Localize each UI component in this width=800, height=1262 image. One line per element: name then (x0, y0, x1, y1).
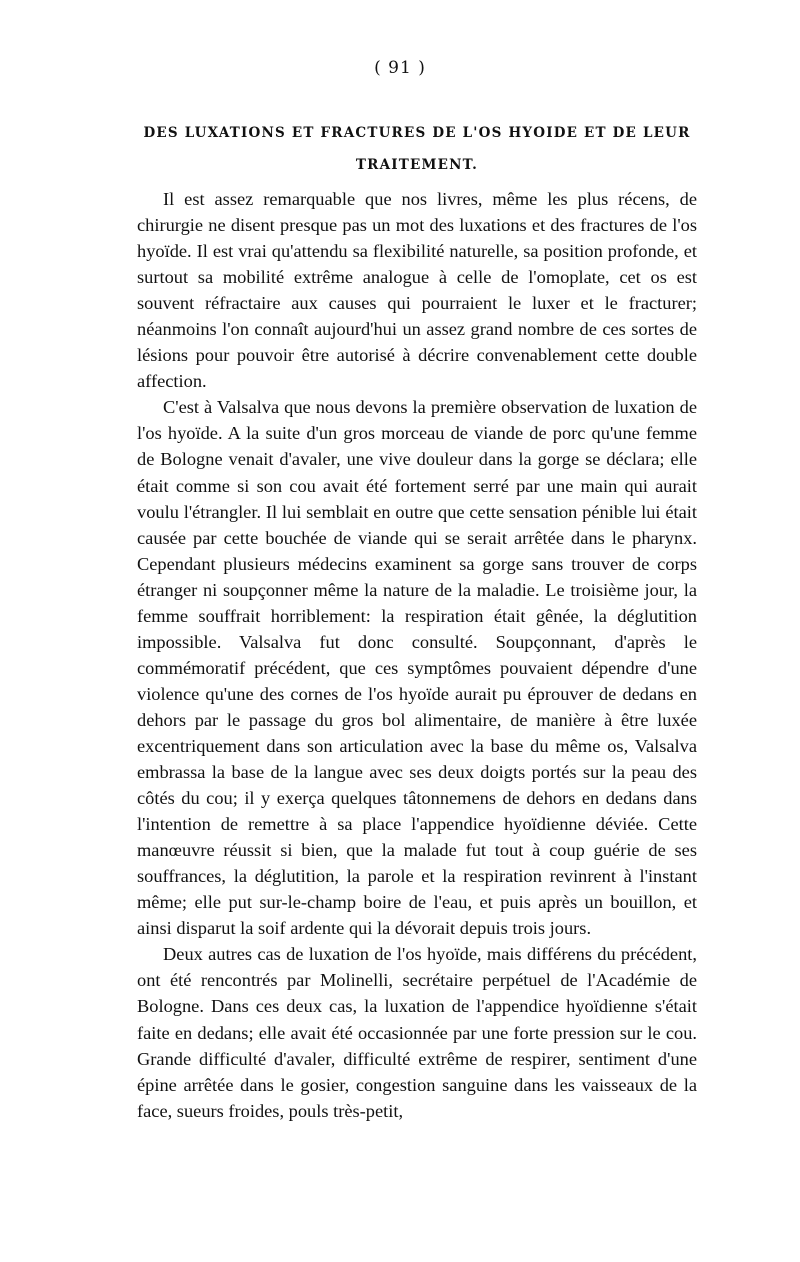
paragraph-1: Il est assez remarquable que nos livres, même les plus récens, de chirurgie ne disent presque pas un mot des luxations et des fractures de l'os hyoïde. Il est vrai qu'attendu sa flexibilité naturelle, sa position profonde, et surtout sa mobilité extrême analogue à celle de l'omoplate, cet os est souvent réfractaire aux causes qui pourraient le luxer et le fracturer; néanmoins l'on connaît aujourd'hui un assez grand nombre de ces sortes de lésions pour pouvoir être autorisé à décrire convenablement cette double affection. (137, 189, 697, 392)
page-number: ( 91 ) (374, 58, 426, 78)
paragraph-3: Deux autres cas de luxation de l'os hyoïde, mais différens du précédent, ont été rencontrés par Molinelli, secrétaire perpétuel de l'Académie de Bologne. Dans ces deux cas, la luxation de l'appendice hyoïdienne s'était faite en dedans; elle avait été occasionnée par une forte pression sur le cou. Grande difficulté d'avaler, difficulté extrême de respirer, sentiment d'une épine arrêtée dans le gosier, congestion sanguine dans les vaisseaux de la face, sueurs froides, pouls très-petit, (137, 944, 697, 1121)
paragraph-2: C'est à Valsalva que nous devons la première observation de luxation de l'os hyoïde. A la suite d'un gros morceau de viande de porc qu'une femme de Bologne venait d'avaler, une vive douleur dans la gorge se déclara; elle était comme si son cou avait été fortement serré par une main qui aurait voulu l'étrangler. Il lui semblait en outre que cette sensation pénible lui était causée par cette bouchée de viande qui se serait arrêtée dans le pharynx. Cependant plusieurs médecins examinent sa gorge sans trouver de corps étranger ni soupçonner même la nature de la maladie. Le troisième jour, la femme souffrait horriblement: la respiration était gênée, la déglutition impossible. Valsalva fut donc consulté. Soupçonnant, d'après le commémoratif précédent, que ces symptômes pouvaient dépendre d'une violence qu'une des cornes de l'os hyoïde aurait pu éprouver de dedans en dehors par le passage du gros bol alimentaire, de manière à être luxée excentriquement dans son articulation avec la base du même os, Valsalva embrassa la base de la langue avec ses deux doigts portés sur la peau des côtés du cou; il y exerça quelques tâtonnemens de dehors en dedans dans l'intention de remettre à sa place l'appendice hyoïdienne déviée. Cette manœuvre réussit si bien, que la malade fut tout à coup guérie de ses souffrances, la déglutition, la parole et la respiration revinrent à l'instant même; elle put sur-le-champ boire de l'eau, et puis après un bouillon, et ainsi disparut la soif ardente qui la dévorait depuis trois jours. (137, 397, 697, 939)
body-text (137, 186, 697, 1124)
chapter-title: DES LUXATIONS ET FRACTURES DE L'OS HYOIDE ET DE LEUR TRAITEMENT. (143, 125, 691, 173)
